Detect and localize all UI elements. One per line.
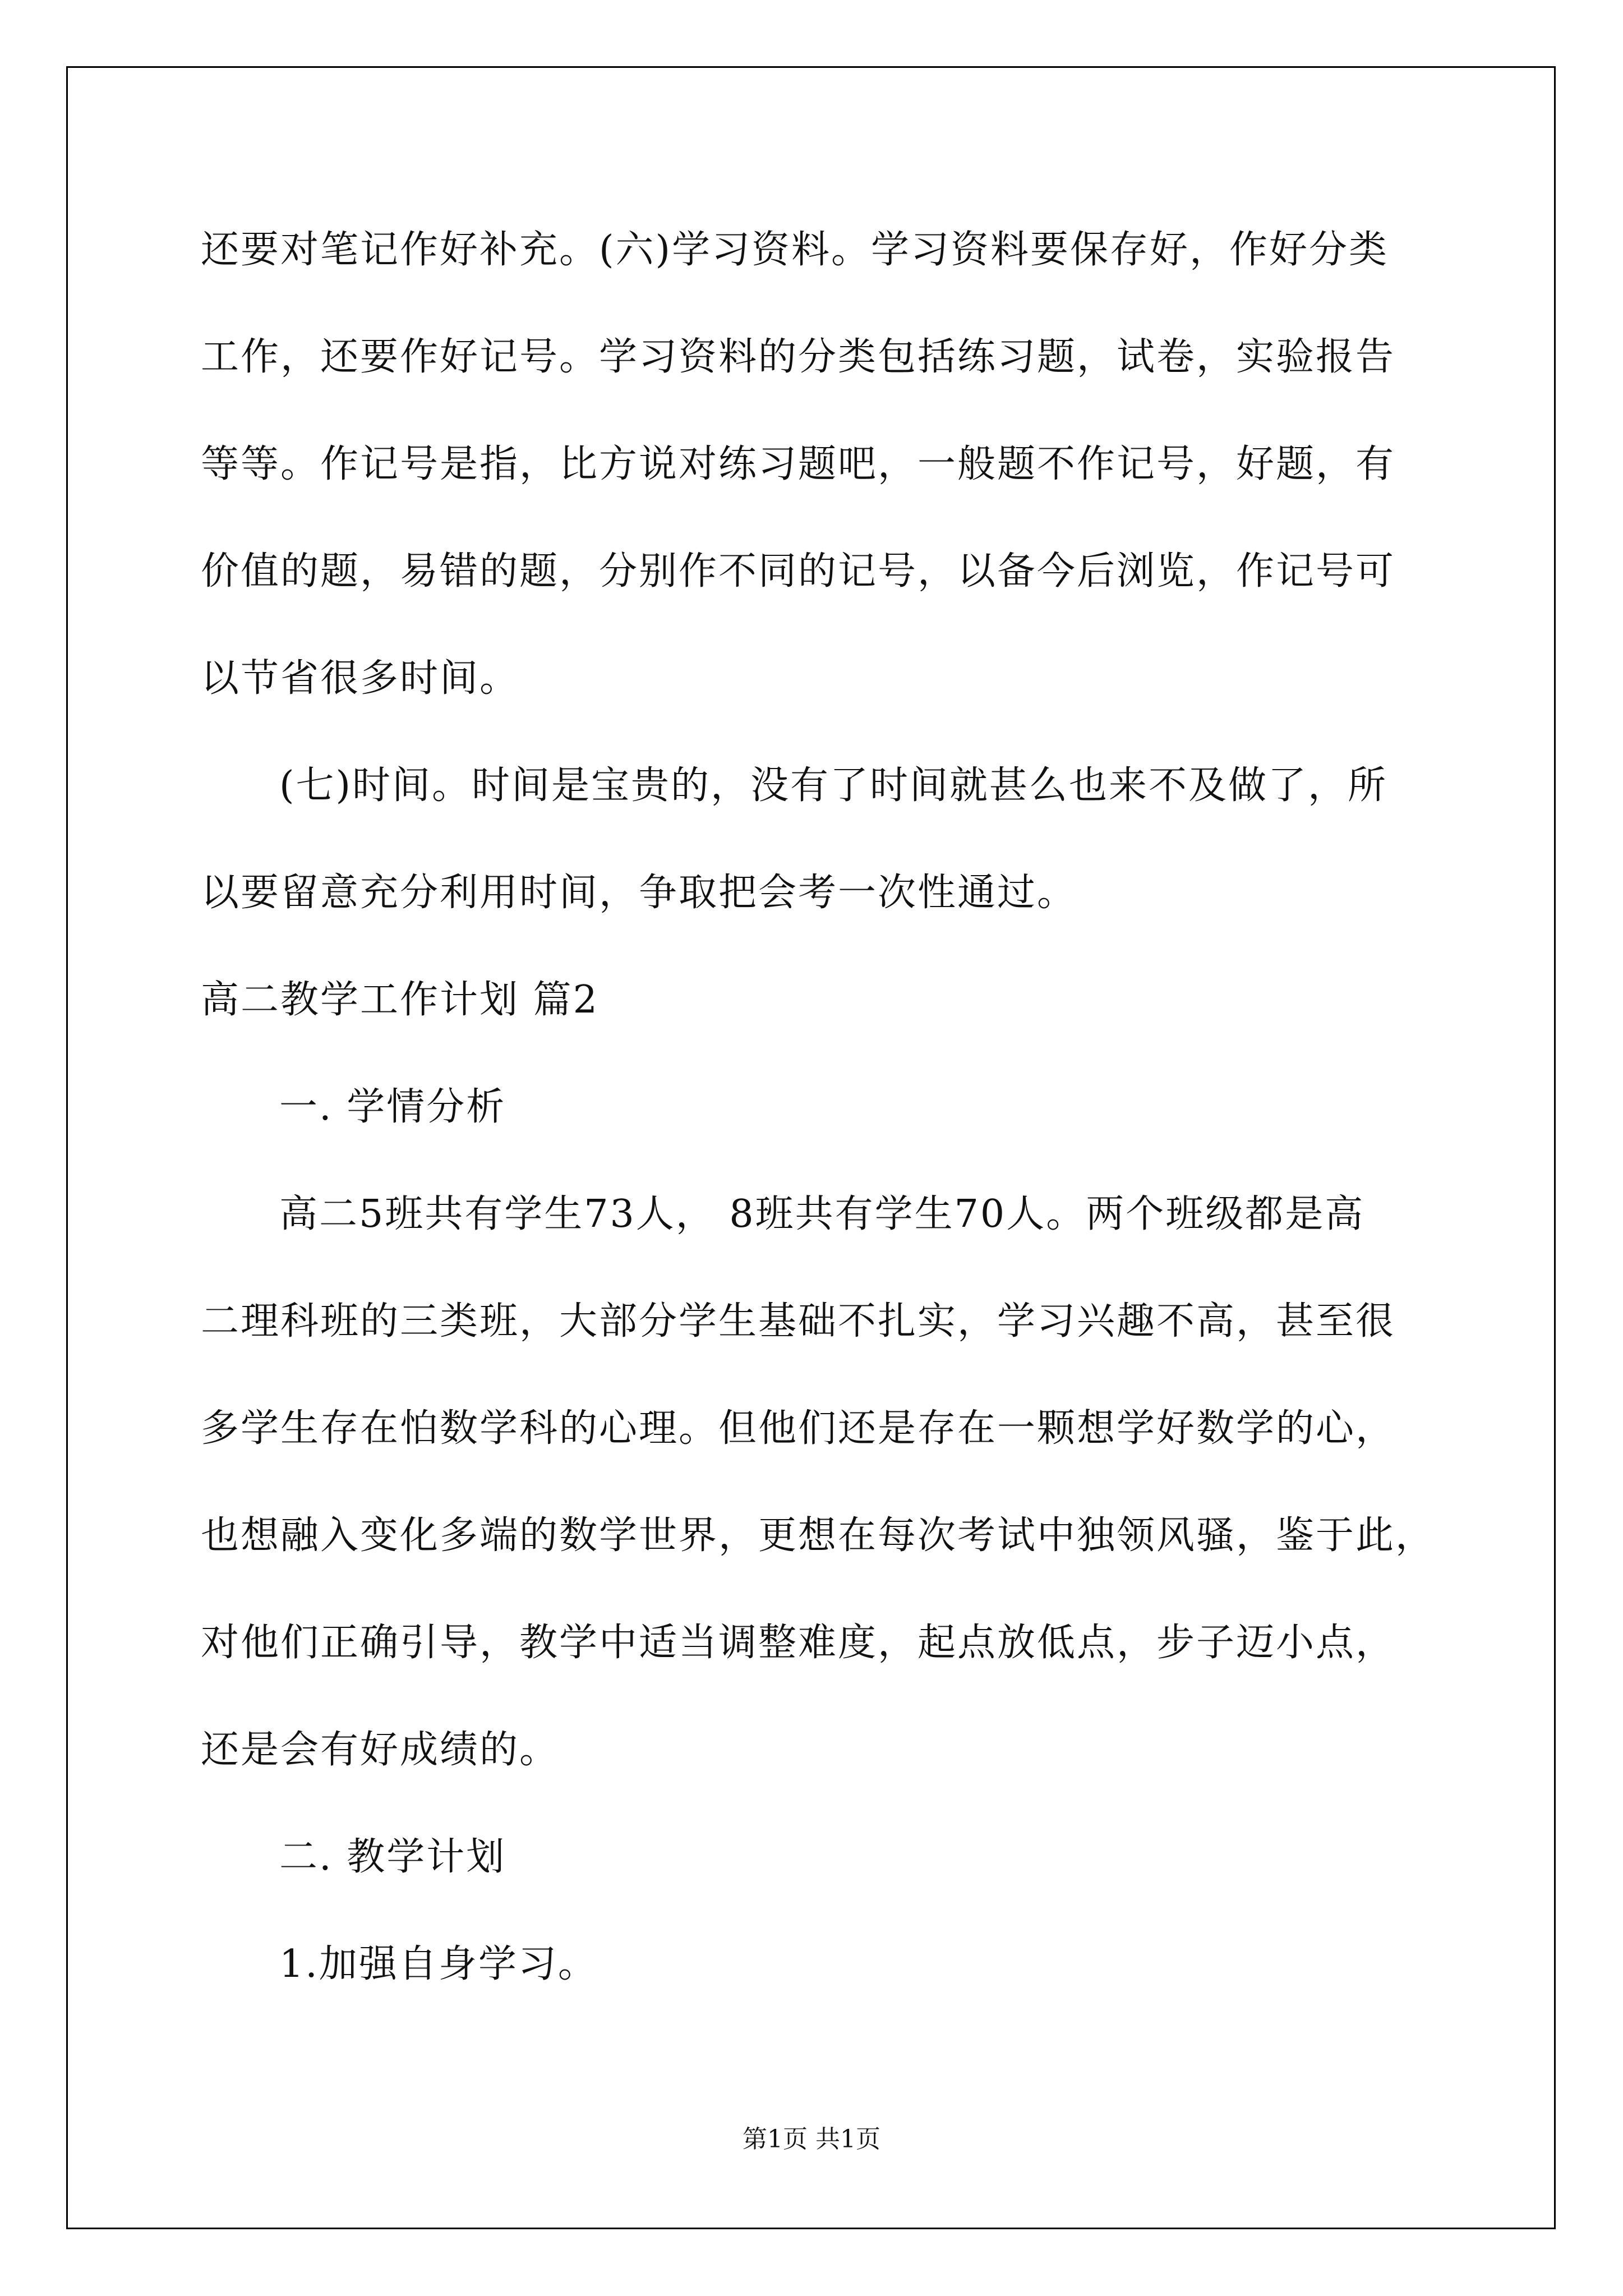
- body-line: 对他们正确引导，教学中适当调整难度，起点放低点，步子迈小点，: [201, 1621, 1396, 1665]
- body-line: 多学生存在怕数学科的心理。但他们还是存在一颗想学好数学的心，: [201, 1406, 1396, 1451]
- list-item: 1.加强自身学习。: [279, 1942, 598, 1986]
- body-line: 还是会有好成绩的。: [201, 1728, 560, 1772]
- body-line: 以要留意充分利用时间，争取把会考一次性通过。: [201, 871, 1077, 915]
- body-line: 二理科班的三类班，大部分学生基础不扎实，学习兴趣不高，甚至很: [201, 1299, 1396, 1343]
- body-line: 工作，还要作好记号。学习资料的分类包括练习题，试卷，实验报告: [201, 335, 1396, 379]
- subsection-heading: 一. 学情分析: [279, 1085, 506, 1129]
- paragraph-first-line: 高二5班共有学生73人， 8班共有学生70人。两个班级都是高: [279, 1192, 1365, 1236]
- paragraph-first-line: (七)时间。时间是宝贵的，没有了时间就甚么也来不及做了，所: [279, 763, 1388, 808]
- page-footer: 第1页 共1页: [743, 2125, 880, 2154]
- body-line: 等等。作记号是指，比方说对练习题吧，一般题不作记号，好题，有: [201, 442, 1396, 486]
- body-line: 以节省很多时间。: [201, 656, 520, 701]
- subsection-heading: 二. 教学计划: [279, 1835, 506, 1879]
- body-line: 也想融入变化多端的数学世界，更想在每次考试中独领风骚，鉴于此，: [201, 1513, 1436, 1558]
- section-heading: 高二教学工作计划 篇2: [201, 978, 599, 1022]
- page-border: [66, 66, 1556, 2229]
- body-line: 还要对笔记作好补充。(六)学习资料。学习资料要保存好，作好分类: [201, 228, 1389, 272]
- body-line: 价值的题，易错的题，分别作不同的记号，以备今后浏览，作记号可: [201, 549, 1396, 593]
